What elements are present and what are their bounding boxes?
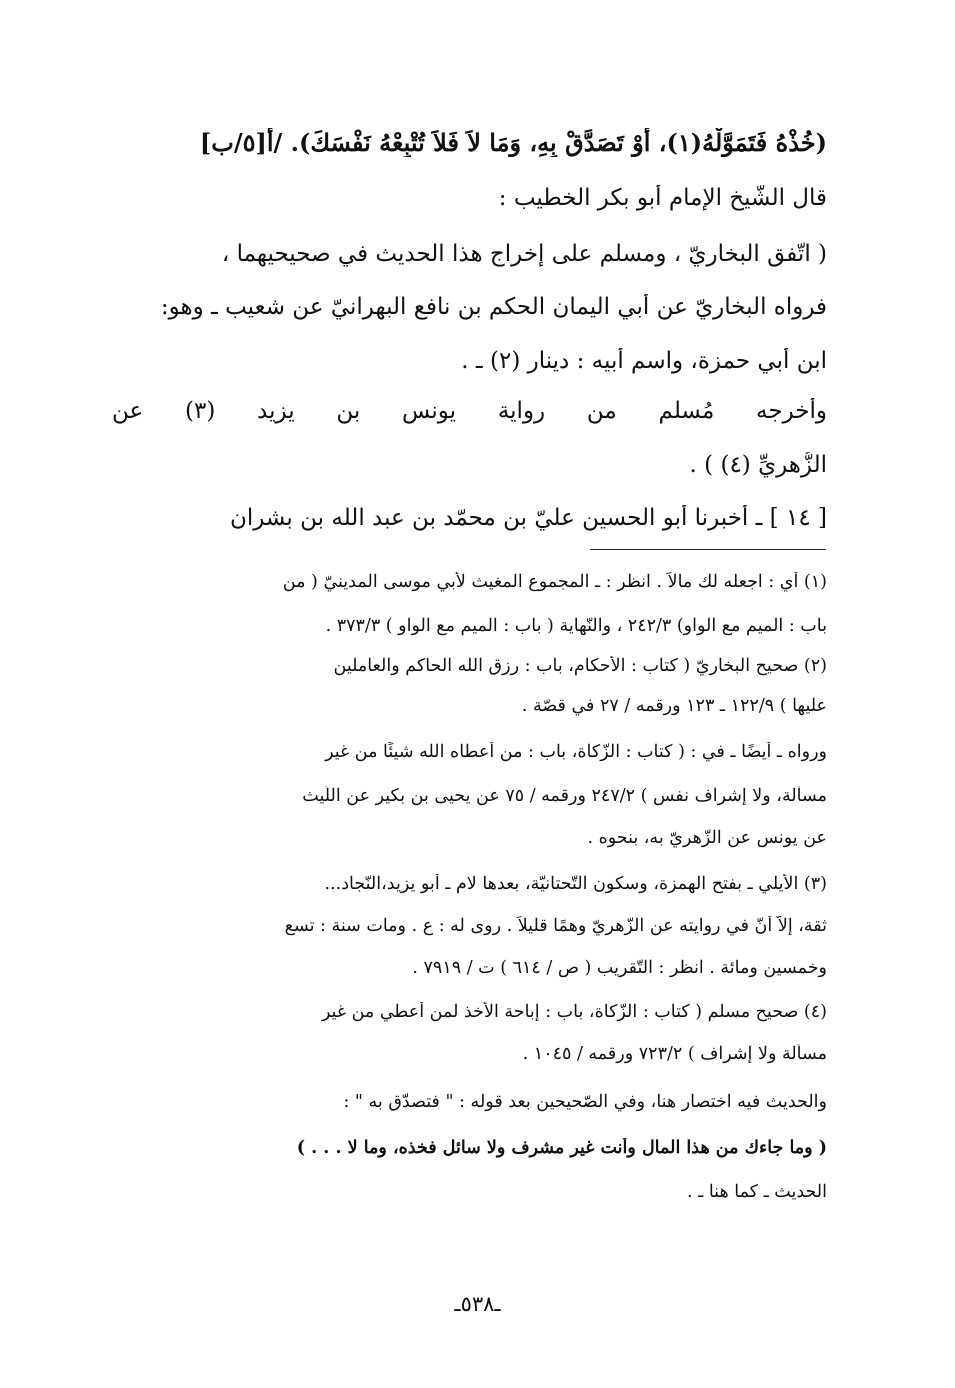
- footnote-3-line: ثقة، إلاّ أنّ في روايته عن الزّهريّ وهمًا قليلاً . روى له : ع . ومات سنة : تسع: [284, 916, 827, 936]
- body-line: قال الشّيخ الإمام أبو بكر الخطيب :: [498, 185, 827, 211]
- footnote-2-line: عليها ) ١٢٢/٩ ـ ١٢٣ ورقمه / ٢٧ في قصّة .: [521, 696, 827, 716]
- body-line: فرواه البخاريّ عن أبي اليمان الحكم بن نافع البهرانيّ عن شعيب ـ وهو:: [160, 294, 827, 320]
- body-line: ( اتّفق البخاريّ ، ومسلم على إخراج هذا الحديث في صحيحيهما ،: [221, 241, 827, 267]
- footnote-3-line: وخمسين ومائة . انظر : التّقريب ( ص / ٦١٤ ) ت / ٧٩١٩ .: [412, 958, 827, 978]
- footnote-3-line: (٣) الأيلي ـ بفتح الهمزة، وسكون التّحتانيّة، بعدها لام ـ أبو يزيد،النّجاد...: [324, 874, 827, 894]
- footnote-4-line: مسألة ولا إشراف ) ٧٢٣/٢ ورقمه / ١٠٤٥ .: [522, 1044, 827, 1064]
- footnote-separator: [590, 549, 826, 550]
- body-line: ابن أبي حمزة، واسم أبيه : دينار (٢) ـ .: [461, 348, 827, 374]
- footnote-2-line: (٢) صحيح البخاريّ ( كتاب : الأحكام، باب : رزق الله الحاكم والعاملين: [333, 656, 827, 676]
- hadith-text-line: (خُذْهُ فَتَمَوَّلْهُ(١)، أَوْ تَصَدَّقْ بِهِ، وَمَا لاَ فَلاَ تُتْبِعْهُ نَفْسَكَ). /أ[٥/ب]: [199, 128, 827, 157]
- page-number: ـ٥٣٨ـ: [454, 1292, 501, 1316]
- footnote-1-line: باب : الميم مع الواو) ٢٤٢/٣ ، والنّهاية ( باب : الميم مع الواو ) ٣٧٣/٣ .: [325, 616, 827, 636]
- footnote-2-line: مسألة، ولا إشراف نفس ) ٢٤٧/٢ ورقمه / ٧٥ عن يحيى بن بكير عن اللّيث: [302, 786, 827, 806]
- footnote-2-line: عن يونس عن الزّهريّ به، بنحوه .: [587, 828, 827, 848]
- body-line: وأخرجه مُسلم من رواية يونس بن يزيد (٣) عن: [112, 398, 827, 424]
- footnote-4-line: (٤) صحيح مسلم ( كتاب : الزّكاة، باب : إباحة الأخذ لمن أُعطي من غير: [321, 1002, 827, 1022]
- footnote-note-quote: ( وما جاءك من هذا المال وأنت غير مشرف ولا سائل فخذه، وما لا . . . ): [296, 1138, 827, 1158]
- footnote-note-line: الحديث ـ كما هنا ـ .: [687, 1182, 827, 1202]
- footnote-1-line: (١) أي : اجعله لك مالاً . انظر : ـ المجموع المغيث لأبي موسى المدينيّ ( من: [282, 572, 827, 592]
- body-line: الزُّهريِّ (٤) ) .: [689, 452, 827, 478]
- footnote-2-line: ورواه ـ أيضًا ـ في : ( كتاب : الزّكاة، باب : من أعطاه الله شيئًا من غير: [325, 742, 827, 762]
- footnote-note-line: والحديث فيه اختصار هنا، وفي الصّحيحين بعد قوله : " فتصدّق به " :: [343, 1092, 827, 1112]
- narration-chain-line: [ ١٤ ] ـ أخبرنا أبو الحسين عليّ بن محمّد بن عبد الله بن بشران: [229, 505, 827, 531]
